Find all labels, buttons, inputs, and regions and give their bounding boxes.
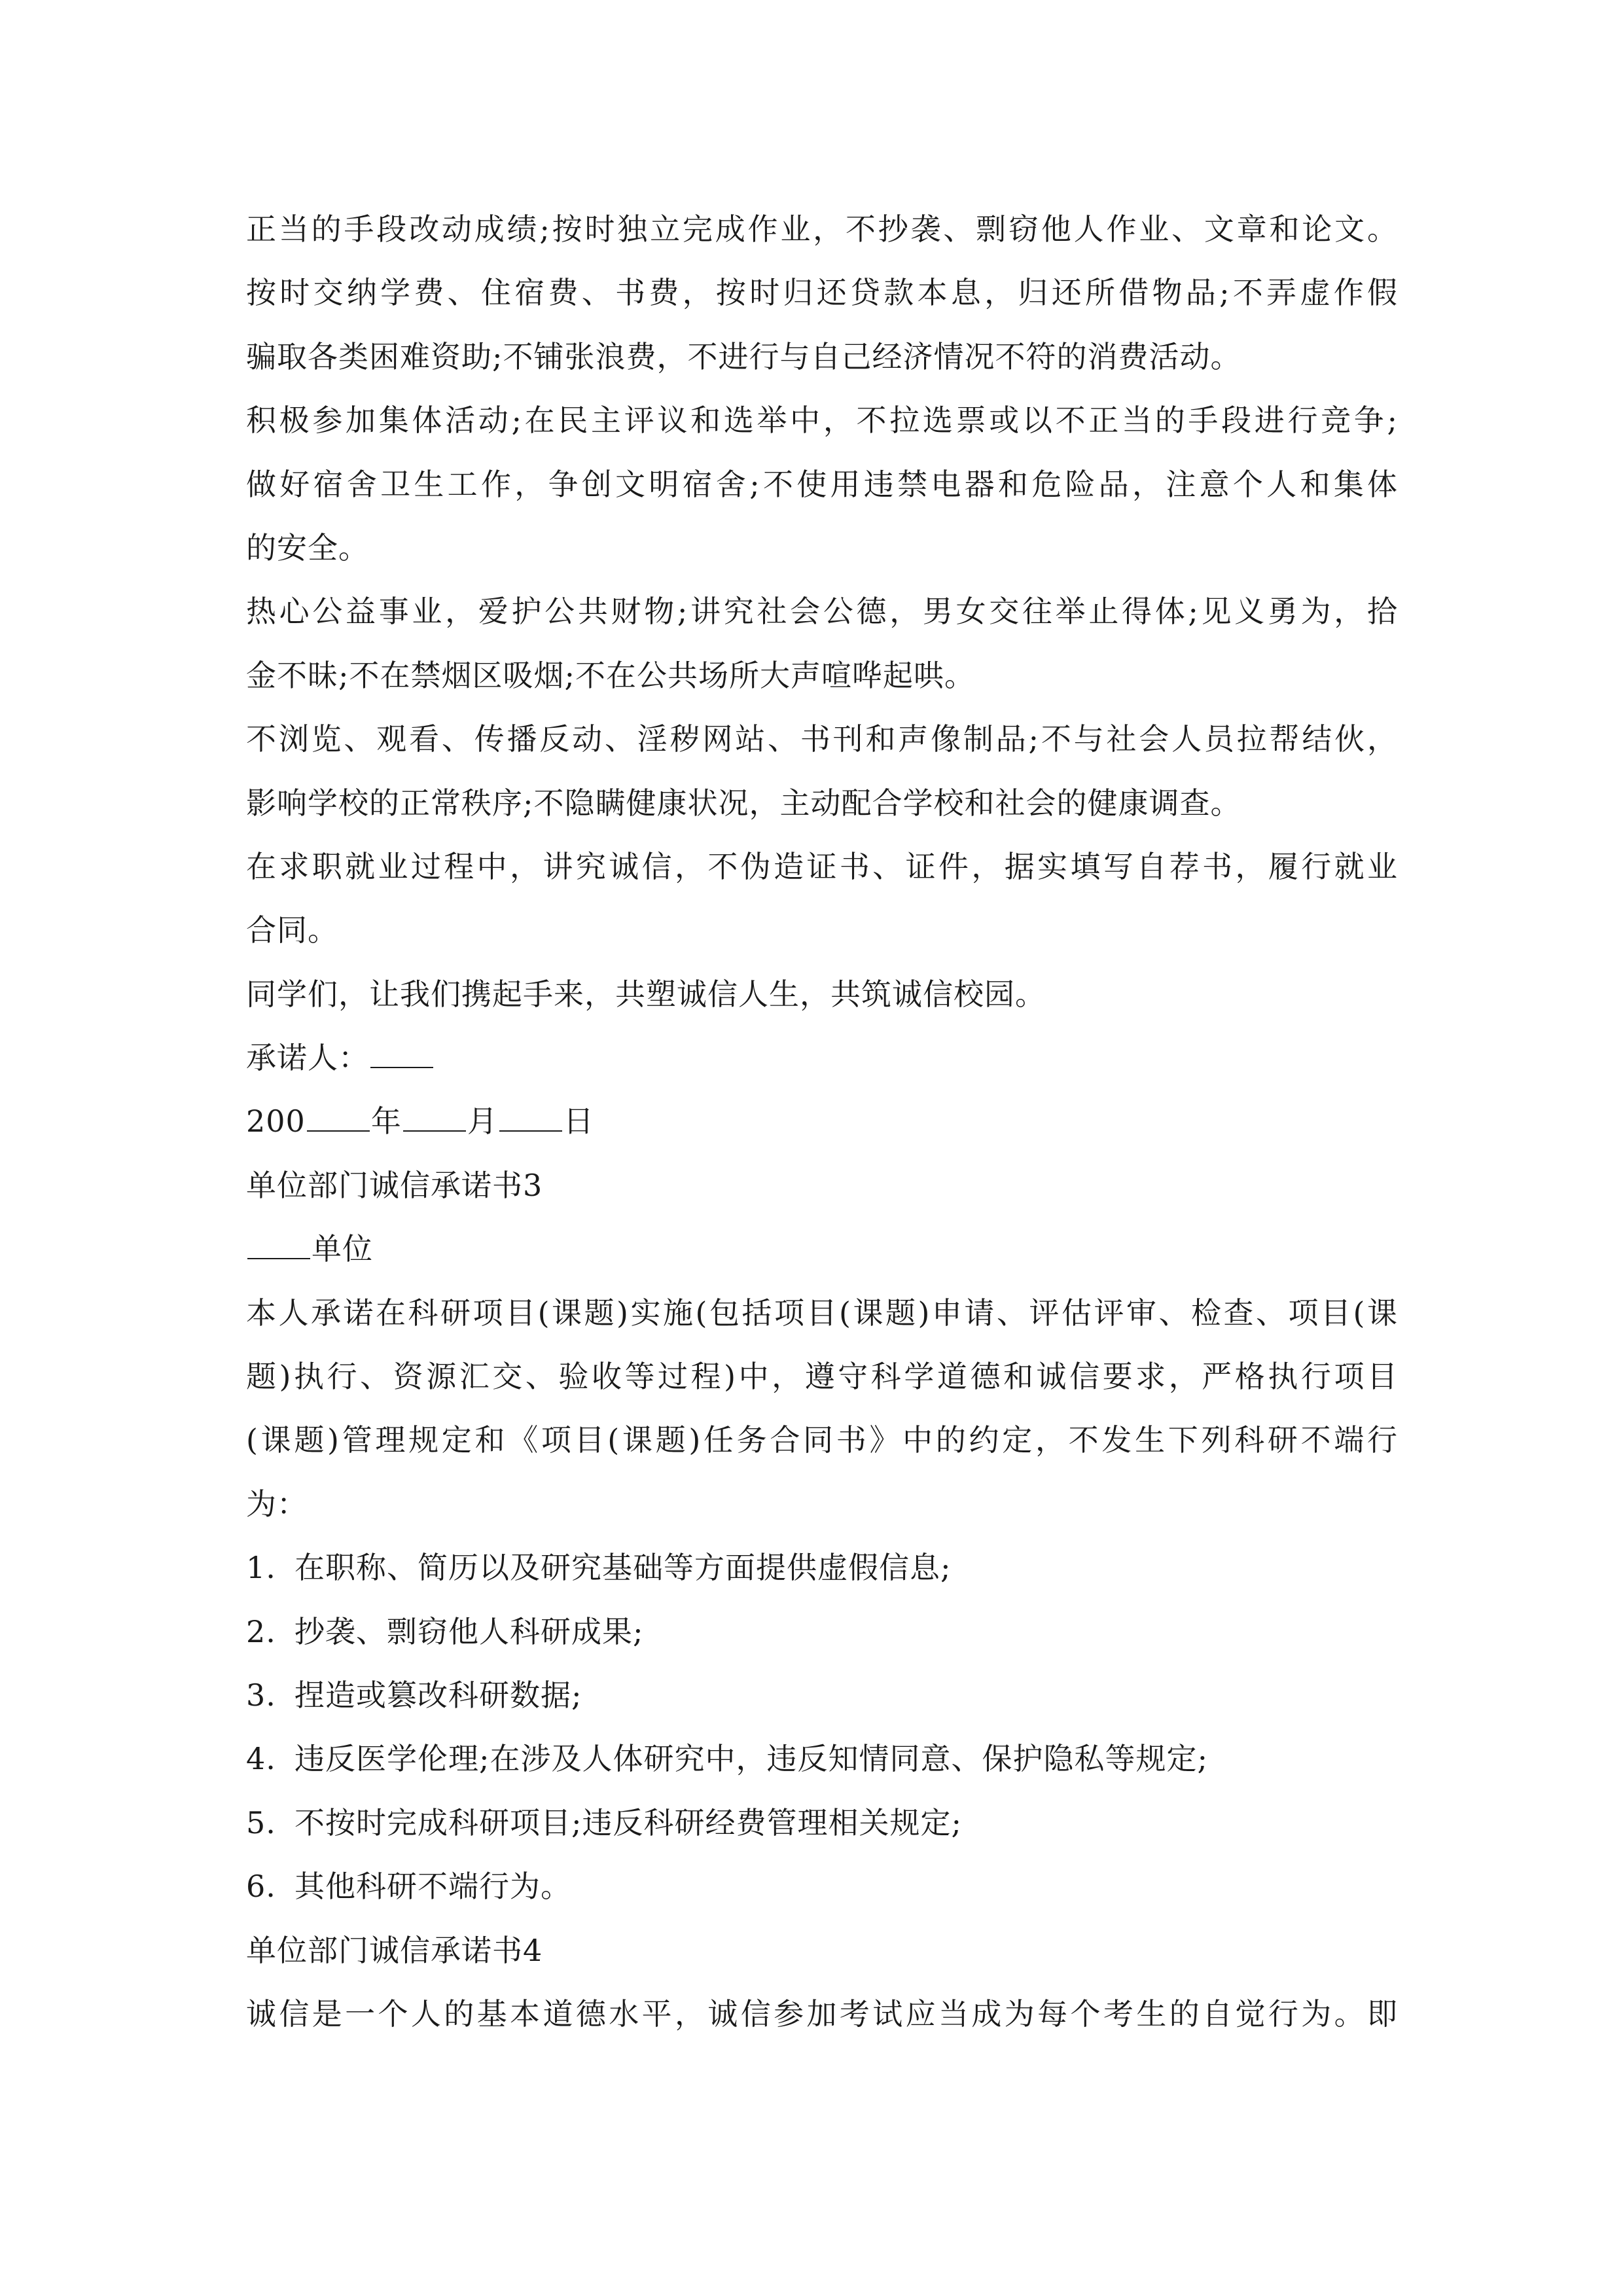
list-item: [246, 1664, 1398, 1727]
signature-blank: [370, 1041, 433, 1068]
body-line: 积极参加集体活动;在民主评议和选举中，不拉选票或以不正当的手段进行竞争;: [246, 403, 1398, 439]
unit-line: [246, 1217, 1398, 1281]
body-line: 合同。: [246, 912, 338, 948]
list-item-text: 违反医学伦理;在涉及人体研究中，违反知情同意、保护隐私等规定;: [294, 1741, 1208, 1777]
date-month-label: 月: [467, 1103, 498, 1139]
signature-label: 承诺人：: [246, 1040, 369, 1076]
body-line: 的安全。: [246, 529, 369, 565]
body-line: 本人承诺在科研项目(课题)实施(包括项目(课题)申请、评估评审、检查、项目(课: [246, 1295, 1398, 1331]
list-item-number: 3.: [246, 1677, 276, 1713]
list-item-text: 捏造或篡改科研数据;: [294, 1677, 582, 1713]
list-item: [246, 1791, 1398, 1855]
body-line: 金不昧;不在禁烟区吸烟;不在公共场所大声喧哗起哄。: [246, 657, 975, 693]
body-line: 正当的手段改动成绩;按时独立完成作业，不抄袭、剽窃他人作业、文章和论文。: [246, 211, 1398, 247]
body-line: 骗取各类困难资助;不铺张浪费，不进行与自己经济情况不符的消费活动。: [246, 338, 1241, 374]
day-blank: [499, 1104, 562, 1132]
unit-blank: [247, 1232, 310, 1259]
list-item-number: 2.: [246, 1613, 276, 1649]
section-heading-3: 单位部门诚信承诺书3: [246, 1167, 543, 1203]
body-line: 题)执行、资源汇交、验收等过程)中，遵守科学道德和诚信要求，严格执行项目: [246, 1359, 1398, 1395]
signature-line: [246, 1026, 1398, 1090]
list-item-text: 抄袭、剽窃他人科研成果;: [294, 1613, 644, 1649]
list-item-text: 在职称、简历以及研究基础等方面提供虚假信息;: [294, 1550, 952, 1586]
body-line: 为：: [246, 1486, 308, 1522]
date-line: [246, 1090, 1398, 1153]
list-item: [246, 1600, 1398, 1664]
year-blank: [307, 1104, 370, 1132]
month-blank: [403, 1104, 466, 1132]
body-line: (课题)管理规定和《项目(课题)任务合同书》中的约定，不发生下列科研不端行: [246, 1422, 1398, 1458]
unit-label: 单位: [312, 1231, 373, 1267]
date-year-prefix: 200: [246, 1103, 306, 1139]
body-line: 在求职就业过程中，讲究诚信，不伪造证书、证件，据实填写自荐书，履行就业: [246, 848, 1398, 884]
list-item-number: 5.: [246, 1804, 276, 1840]
date-day-label: 日: [563, 1103, 594, 1139]
body-line: 诚信是一个人的基本道德水平，诚信参加考试应当成为每个考生的自觉行为。即: [246, 1996, 1398, 2032]
list-item-text: 不按时完成科研项目;违反科研经费管理相关规定;: [294, 1804, 962, 1840]
list-item: [246, 1536, 1398, 1600]
list-item-number: 4.: [246, 1741, 276, 1777]
body-line: 做好宿舍卫生工作，争创文明宿舍;不使用违禁电器和危险品，注意个人和集体: [246, 466, 1398, 502]
section-heading-4: 单位部门诚信承诺书4: [246, 1932, 543, 1968]
list-item-number: 6.: [246, 1869, 276, 1905]
list-item-number: 1.: [246, 1550, 276, 1586]
body-line: 同学们，让我们携起手来，共塑诚信人生，共筑诚信校园。: [246, 976, 1046, 1012]
body-line: 不浏览、观看、传播反动、淫秽网站、书刊和声像制品;不与社会人员拉帮结伙，: [246, 721, 1398, 757]
document-page: [246, 198, 1398, 2046]
list-item: [246, 1727, 1398, 1791]
list-item: [246, 1855, 1398, 1918]
date-year-label: 年: [370, 1103, 402, 1139]
list-item-text: 其他科研不端行为。: [294, 1869, 571, 1905]
body-line: 按时交纳学费、住宿费、书费，按时归还贷款本息，归还所借物品;不弄虚作假: [246, 275, 1398, 311]
body-line: 影响学校的正常秩序;不隐瞒健康状况，主动配合学校和社会的健康调查。: [246, 785, 1241, 821]
body-line: 热心公益事业，爱护公共财物;讲究社会公德，男女交往举止得体;见义勇为，拾: [246, 594, 1398, 630]
